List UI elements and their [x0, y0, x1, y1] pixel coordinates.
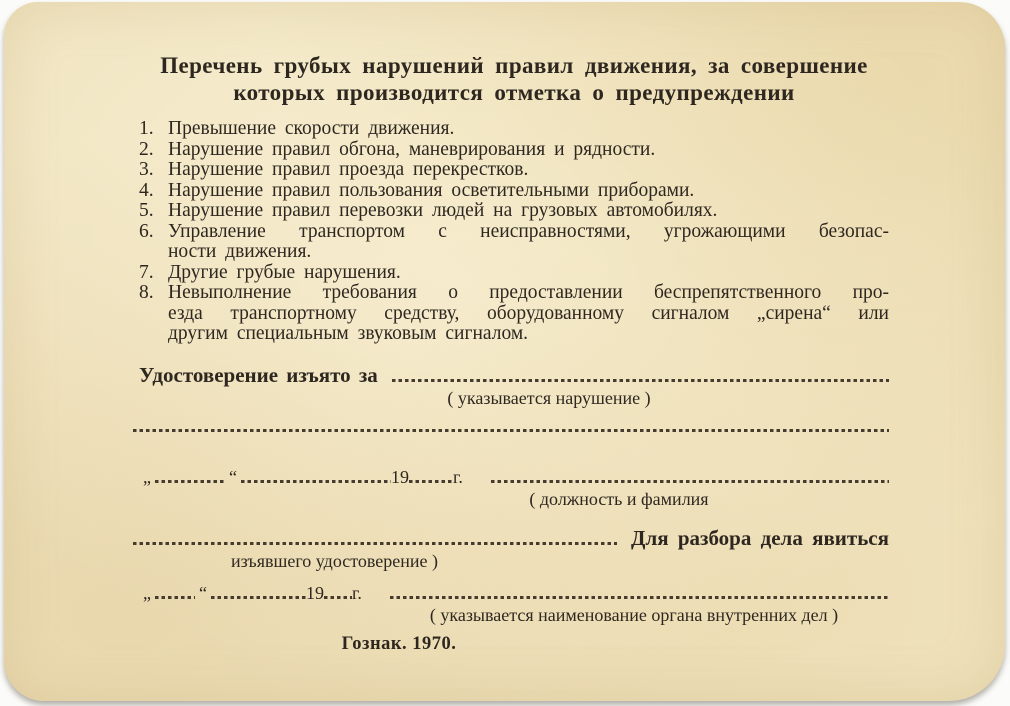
item-number: 2.	[139, 138, 154, 160]
officials-caption: ( должность и фамилия	[529, 488, 709, 509]
year-prefix: 19	[306, 582, 324, 603]
year-prefix: 19	[391, 466, 409, 487]
close-quote: “	[229, 466, 237, 487]
dotted-leader	[390, 596, 889, 599]
year-suffix: г.	[453, 466, 463, 487]
item-number: 8.	[139, 282, 154, 303]
document-title	[139, 52, 889, 106]
item-text: другим специальным звуковым сигналом.	[168, 323, 529, 344]
item-number: 3.	[139, 159, 154, 180]
dotted-leader	[409, 480, 453, 483]
dotted-leader	[211, 596, 306, 599]
dotted-leader	[324, 596, 352, 599]
appear-row	[139, 526, 889, 550]
seizure-label: Удостоверение изъято за	[139, 362, 378, 387]
date-row-2	[139, 582, 889, 604]
violation-item-8	[139, 283, 889, 345]
date-row-1	[139, 466, 889, 488]
dotted-leader	[155, 596, 195, 599]
title-line-1: Перечень грубых нарушений правил движения, за совершение	[160, 53, 868, 78]
open-quote: „	[143, 582, 151, 603]
item-number: 6.	[139, 220, 154, 242]
open-quote: „	[143, 466, 151, 487]
document-card	[4, 2, 1005, 701]
violation-item-1	[139, 119, 889, 140]
item-text: Превышение скорости движения.	[168, 118, 455, 139]
dotted-leader	[241, 480, 391, 483]
item-text: езда транспортному средству, оборудованному сигналом „сирена“ или	[168, 302, 889, 324]
appear-label: Для разбора дела явиться	[631, 525, 889, 550]
dotted-leader	[155, 480, 225, 483]
item-text: ности движения.	[168, 241, 312, 262]
item-number: 7.	[139, 261, 154, 283]
item-number: 4.	[139, 179, 154, 201]
item-text: Невыполнение требования о предоставлении беспрепятственного про-	[168, 282, 889, 303]
year-suffix: г.	[352, 582, 362, 603]
violation-item-3	[139, 160, 889, 181]
item-text: Управление транспортом с неисправностями, угрожающими безопас-	[168, 220, 889, 242]
appear-caption: изъявшего удостоверение )	[231, 550, 439, 571]
document-content	[139, 2, 889, 655]
item-text: Нарушение правил обгона, маневрирования и рядности.	[168, 138, 656, 160]
dotted-leader	[392, 379, 889, 382]
seizure-caption: ( указывается нарушение )	[447, 387, 651, 408]
item-text: Другие грубые нарушения.	[168, 261, 401, 283]
item-text: Нарушение правил проезда перекрестков.	[168, 159, 529, 180]
violation-item-5	[139, 201, 889, 222]
printer-imprint: Гознак. 1970.	[341, 633, 457, 654]
authority-caption: ( указывается наименование органа внутренних дел )	[429, 604, 839, 625]
dotted-leader	[491, 480, 889, 483]
violation-item-4	[139, 181, 889, 202]
violations-list	[139, 119, 889, 345]
violation-item-6	[139, 222, 889, 263]
item-number: 1.	[139, 118, 154, 139]
close-quote: “	[199, 582, 207, 603]
violation-item-2	[139, 140, 889, 161]
dotted-line	[133, 429, 889, 432]
seizure-row	[139, 363, 889, 387]
item-text: Нарушение правил перевозки людей на грузовых автомобилях.	[168, 200, 718, 221]
dotted-leader	[133, 542, 617, 545]
violation-item-7	[139, 263, 889, 284]
title-line-2: которых производится отметка о предупреждении	[233, 80, 795, 105]
item-number: 5.	[139, 200, 154, 221]
item-text: Нарушение правил пользования осветительными приборами.	[168, 179, 695, 201]
